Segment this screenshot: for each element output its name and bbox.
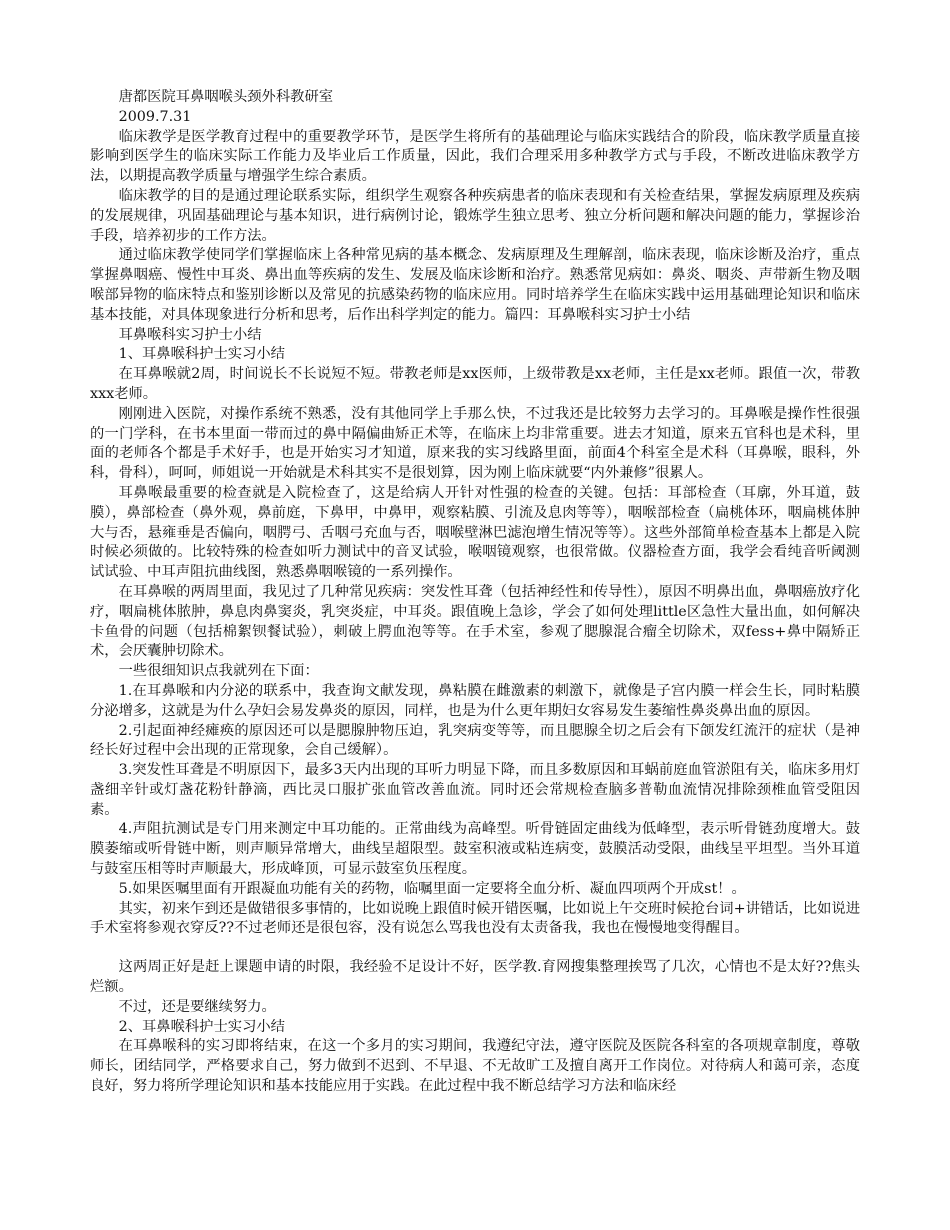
list-item: 3.突发性耳聋是不明原因下，最多3天内出现的耳听力明显下降，而且多数原因和耳蜗前庭血管淤阻有关，临床多用灯盏细辛针或灯盏花粉针静滴，西比灵口服扩张血管改善血流。同时还会常规检查脑多普勒血流情况排除颈椎血管受阻因素。 [90, 762, 860, 818]
list-item: 2.引起面神经瘫痪的原因还可以是腮腺肿物压迫，乳突病变等等，而且腮腺全切之后会有下颌发红流汗的症状（是神经长好过程中会出现的正常现象，会自己缓解）。 [90, 722, 860, 759]
body-paragraph: 临床教学是医学教育过程中的重要教学环节，是医学生将所有的基础理论与临床实践结合的阶段，临床教学质量直接影响到医学生的临床实际工作能力及毕业后工作质量，因此，我们合理采用多种教学方式与手段，不断改进临床教学方法，以期提高教学质量与增强学生综合素质。 [90, 128, 860, 185]
body-paragraph: 在耳鼻喉就2周，时间说长不长说短不短。带教老师是xx医师，上级带教是xx老师，主任是xx老师。跟值一次，带教xxx老师。 [90, 366, 860, 402]
document-date: 2009.7.31 [118, 108, 192, 125]
section-title: 耳鼻喉科实习护士小结 [118, 326, 262, 343]
body-paragraph: 其实，初来乍到还是做错很多事情的，比如说晚上跟值时候开错医嘱，比如说上午交班时候抢台词+讲错话，比如说进手术室将参观衣穿反??不过老师还是很包容，没有说怎么骂我也没有太责备我，我也在慢慢地变得醒目。 [90, 900, 860, 937]
body-paragraph: 一些很细知识点我就列在下面： [118, 663, 319, 680]
list-item: 4.声阻抗测试是专门用来测定中耳功能的。正常曲线为高峰型。听骨链固定曲线为低峰型，表示听骨链劲度增大。鼓膜萎缩或听骨链中断，则声顺异常增大，曲线呈超限型。鼓室积液或粘连病变，鼓膜活动受限，曲线呈平坦型。当外耳道与鼓室压相等时声顺最大，形成峰顶，可显示鼓室负压程度。 [90, 821, 860, 878]
department-heading: 唐都医院耳鼻咽喉头颈外科教研室 [118, 89, 334, 105]
body-paragraph: 在耳鼻喉科的实习即将结束，在这一个多月的实习期间，我遵纪守法，遵守医院及医院各科室的各项规章制度，尊敬师长，团结同学，严格要求自己，努力做到不迟到、不早退、不无故旷工及擅自离开工作岗位。对待病人和蔼可亲，态度良好，努力将所学理论知识和基本技能应用于实践。在此过程中我不断总结学习方法和临床经 [90, 1038, 860, 1095]
subsection-title: 1、耳鼻喉科护士实习小结 [118, 346, 285, 363]
subsection-title: 2、耳鼻喉科护士实习小结 [118, 1018, 285, 1035]
list-item: 5.如果医嘱里面有开跟凝血功能有关的药物，临嘱里面一定要将全血分析、凝血四项两个开成st！。 [118, 880, 746, 897]
body-paragraph: 临床教学的目的是通过理论联系实际，组织学生观察各种疾病患者的临床表现和有关检查结果，掌握发病原理及疾病的发展规律，巩固基础理论与基本知识，进行病例讨论，锻炼学生独立思考、独立分析问题和解决问题的能力，掌握诊治手段，培养初步的工作方法。 [90, 187, 860, 244]
body-paragraph: 这两周正好是赶上课题申请的时限，我经验不足设计不好，医学教.育网搜集整理挨骂了几次，心情也不是太好??焦头烂额。 [90, 959, 860, 996]
body-paragraph: 不过，还是要继续努力。 [118, 998, 276, 1015]
list-item: 1.在耳鼻喉和内分泌的联系中，我查询文献发现，鼻粘膜在雌激素的刺激下，就像是子宫内膜一样会生长，同时粘膜分泌增多，这就是为什么孕妇会易发鼻炎的原因，同样，也是为什么更年期妇女容易发生萎缩性鼻炎鼻出血的原因。 [90, 682, 860, 719]
document-page [90, 88, 860, 1097]
body-paragraph: 刚刚进入医院，对操作系统不熟悉，没有其他同学上手那么快，不过我还是比较努力去学习的。耳鼻喉是操作性很强的一门学科，在书本里面一带而过的鼻中隔偏曲矫正术等，在临床上均非常重要。进去才知道，原来五官科也是术科，里面的老师各个都是手术好手，也是开始实习才知道，原来我的实习线路里面，前面4个科室全是术科（耳鼻喉，眼科，外科，骨科），呵呵，师姐说一开始就是术科其实不是很划算，因为刚上临床就要“内外兼修”很累人。 [90, 405, 860, 482]
paragraph-gap [90, 939, 860, 958]
body-paragraph: 耳鼻喉最重要的检查就是入院检查了，这是给病人开针对性强的检查的关键。包括：耳部检查（耳廓，外耳道，鼓膜），鼻部检查（鼻外观，鼻前庭，下鼻甲，中鼻甲，观察粘膜、引流及息肉等等），咽喉部检查（扁桃体环，咽扁桃体肿大与否，悬雍垂是否偏向，咽腭弓、舌咽弓充血与否，咽喉壁淋巴滤泡增生情况等等）。这些外部简单检查基本上都是入院时候必须做的。比较特殊的检查如听力测试中的音叉试验，喉咽镜观察，也很常做。仪器检查方面，我学会看纯音听阈测试试验、中耳声阻抗曲线图，熟悉鼻咽喉镜的一系列操作。 [90, 484, 860, 581]
body-paragraph: 通过临床教学使同学们掌握临床上各种常见病的基本概念、发病原理及生理解剖，临床表现，临床诊断及治疗，重点掌握鼻咽癌、慢性中耳炎、鼻出血等疾病的发生、发展及临床诊断和治疗。熟悉常见病如：鼻炎、咽炎、声带新生物及咽喉部异物的临床特点和鉴别诊断以及常见的抗感染药物的临床应用。同时培养学生在临床实践中运用基础理论知识和临床基本技能，对具体现象进行分析和思考，后作出科学判定的能力。篇四：耳鼻喉科实习护士小结 [90, 247, 860, 323]
body-paragraph: 在耳鼻喉的两周里面，我见过了几种常见疾病：突发性耳聋（包括神经性和传导性），原因不明鼻出血，鼻咽癌放疗化疗，咽扁桃体脓肿，鼻息肉鼻窦炎，乳突炎症，中耳炎。跟值晚上急诊，学会了如何处理little区急性大量出血，如何解决卡鱼骨的问题（包括棉絮钡餐试验），刺破上腭血泡等等。在手术室，参观了腮腺混合瘤全切除术，双fess+鼻中隔矫正术，会厌囊肿切除术。 [90, 583, 860, 660]
